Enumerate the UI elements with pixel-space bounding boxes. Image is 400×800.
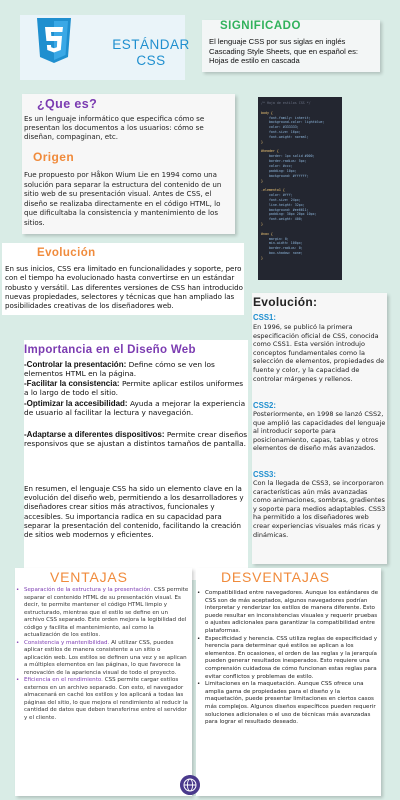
ventajas-item (16, 640, 190, 678)
code-line: body { (261, 110, 273, 115)
css2-label: CSS2: (253, 401, 276, 410)
logo-card (20, 15, 190, 80)
code-line: background-color: lightblue; (261, 120, 325, 125)
importancia-item-text: Define cómo se ven los elementos HTML en la página. (24, 360, 215, 379)
ventajas-list (16, 587, 190, 722)
code-line: line-height: 32px; (261, 202, 305, 207)
importancia-item (24, 399, 248, 417)
importancia-item-bold: -Optimizar la accesibilidad: (24, 399, 128, 408)
origen-text: Fue propuesto por Håkon Wium Lie en 1994 como una solución para separar la estructura del contenido de un sitio web de su presentación visual. Antes de CSS, el diseño se realizaba directamente en el código HTML, lo que dificultaba la consistencia y mantenimiento de los sitios. (24, 170, 222, 227)
importancia-item (24, 360, 248, 378)
ventajas-item-label: Consistencia y mantenibilidad. (24, 639, 110, 646)
significado-title: SIGNIFICADO (220, 20, 301, 32)
code-line: #nav { (261, 231, 273, 236)
code-line: padding: 30px 20px 10px; (261, 212, 317, 217)
code-line: /* Hoja de estilos CSS */ (261, 101, 311, 105)
ventajas-item-text: CSS permite cargar estilos externos en un archivo separado. Con esto, el navegador almacenará en caché los estilos y los aplicará a todas las páginas del sitio, lo que mejora el rendimiento al reducir la cantidad de datos que deben transferirse entre el servidor y el cliente. (24, 677, 188, 721)
css2-text: Posteriormente, en 1998 se lanzó CSS2, que amplió las capacidades del lenguaje al introducir soporte para posicionamiento, capas, tablas y otros elementos de diseño más avanzados. (253, 410, 386, 453)
importancia-item (24, 379, 248, 397)
code-line: color: #ccc; (261, 163, 293, 168)
code-line: } (261, 256, 263, 260)
css1-text: En 1996, se publicó la primera especificación oficial de CSS, conocida como CSS1. Esta versión introdujo conceptos fundamentales como la selección de elementos, propiedades de fuente y color, y la capacidad de controlar márgenes y rellenos. (253, 323, 385, 383)
code-line: background: #ee6611; (261, 207, 309, 212)
code-line: color: #fff; (261, 193, 293, 198)
evolucion-intro-text: En sus inicios, CSS era limitado en funcionalidades y soporte, pero con el tiempo ha evolucionado hasta convertirse en un estándar robusto y versátil. Las diferentes versiones de CSS han introducido nuevas propiedades, selectores y técnicas que han ampliado las posibilidades creativas de los diseñadores web. (5, 264, 243, 311)
code-line: border-radius: 0; (261, 246, 303, 251)
css3-label: CSS3: (253, 470, 276, 479)
code-line: background: #ffffff; (261, 173, 309, 178)
code-line: color: #333333; (261, 125, 299, 130)
importancia-item-bold: -Adaptarse a diferentes dispositivos: (24, 430, 165, 439)
ventajas-item-label: Separación de la estructura y la presentación. (24, 587, 153, 593)
code-line: padding: 10px; (261, 168, 297, 173)
ventajas-item-text: CSS permite separar el contenido HTML de su presentación visual. Es decir, te permite mantener el código HTML limpio y estructurado, mientras que el estilo se define en un archivo CSS separado. Este orden mejora la legibilidad del código y facilita el mantenimiento, así como la actualización de los estilos. (24, 587, 189, 638)
importancia-item (24, 430, 248, 448)
importancia-item-bold: -Facilitar la consistencia: (24, 379, 120, 388)
css3-logo-icon (34, 17, 74, 64)
code-line: box-shadow: none; (261, 251, 303, 256)
desventajas-item: • Especificidad y herencia. CSS utiliza reglas de especificidad y herencia para determinar qué estilos se aplican a los elementos. En ocasiones, el orden de las reglas y la jerarquía pueden generar resultados inesperados. Esto requiere una comprensión cuidadosa de cómo funcionan estas reglas para evitar conflictos y problemas de estilo. (197, 636, 379, 682)
ventajas-item-label: Eficiencia en el rendimiento. (24, 677, 103, 683)
code-line: } (261, 178, 263, 183)
desventajas-item: • Compatibilidad entre navegadores. Aunque los estándares de CSS son de más aceptados, algunos navegadores podrían interpretar y renderizar los estilos de manera diferente. Esto puede resultar en inconsistencias visuales y requerir pruebas o ajustes adicionales para garantizar la compatibilidad entre plataformas. (197, 590, 379, 636)
origen-title: Origen (33, 150, 75, 164)
css-code-editor (258, 97, 342, 280)
standard-title (96, 37, 206, 69)
css1-label: CSS1: (253, 313, 276, 322)
globe-icon (180, 775, 200, 795)
importancia-title: Importancia en el Diseño Web (24, 344, 196, 356)
ventajas-item (16, 677, 190, 722)
desventajas-item: • Limitaciones en la maquetación. Aunque CSS ofrece una amplia gama de propiedades para el diseño y la maquetación, puede presentar limitaciones en ciertos casos más complejos. Algunos diseños específicos pueden requerir soluciones adicionales o el uso de técnicas más avanzadas para lograr el resultado deseado. (197, 681, 379, 727)
code-line: font-size: 24px; (261, 197, 301, 202)
que-es-title: ¿Que es? (37, 97, 98, 111)
code-line: font-family: inherit; (261, 115, 311, 120)
code-line: font-weight: 400; (261, 217, 303, 222)
code-line: #header { (261, 149, 279, 154)
ventajas-item (16, 587, 190, 640)
ventajas-item-text: Al utilizar CSS, puedes aplicar estilos de manera consistente a un sitio o aplicación web. Los estilos se definen una vez y se aplican a múltiples elementos en las páginas, lo que favorece la renovación de la apariencia visual de todo el proyecto. (24, 639, 187, 676)
que-es-text: Es un lenguaje informático que especifica cómo se presentan los documentos a los usuarios: cómo se diseñan, compaginan, etc. (24, 114, 205, 141)
importancia-item-text: Permite aplicar estilos uniformes a lo largo de todo el sitio. (24, 379, 244, 398)
title-line-2: CSS (136, 53, 166, 68)
desventajas-title: DESVENTAJAS (221, 569, 330, 585)
importancia-summary: En resumen, el lenguaje CSS ha sido un elemento clave en la evolución del diseño web, permitiendo a los desarrolladores y diseñadores crear sitios más atractivos, funcionales y accesibles. Su importancia radica en su capacidad para separar la presentación del contenido, facilitando la creación de sitios web modernos y eficientes. (24, 484, 244, 540)
code-line: } (261, 222, 263, 227)
desventajas-list (197, 590, 379, 727)
code-line: font-size: 16px; (261, 130, 301, 135)
evolucion-versions-title: Evolución: (253, 295, 318, 309)
significado-text: El lenguaje CSS por sus siglas en inglés Cascading Style Sheets, que en español es: Hojas de estilo en cascada (209, 37, 359, 66)
code-line: } (261, 139, 263, 144)
importancia-item-bold: -Controlar la presentación: (24, 360, 127, 369)
code-line: min-width: 100px; (261, 241, 303, 246)
ventajas-title: VENTAJAS (50, 569, 128, 585)
code-line: border: 1px solid #000; (261, 154, 315, 159)
title-line-1: ESTÁNDAR (112, 37, 190, 52)
code-line: .elemento1 { (261, 188, 285, 193)
evolucion-intro-title: Evolución (37, 247, 96, 259)
importancia-item-text: Permite crear diseños responsivos que se ajustan a distintos tamaños de pantalla. (24, 430, 248, 449)
code-line: font-weight: normal; (261, 134, 309, 139)
code-line: margin: 0; (261, 236, 289, 241)
code-line: border-radius: 5px; (261, 159, 307, 164)
css3-text: Con la llegada de CSS3, se incorporaron características aún más avanzadas como animaciones, sombras, gradientes y soporte para medios adaptables. CSS3 ha permitido a los diseñadores web crear experiencias visuales más ricas y dinámicas. (253, 479, 386, 539)
importancia-item-text: Ayuda a mejorar la experiencia de usuario al facilitar la lectura y navegación. (24, 399, 246, 418)
